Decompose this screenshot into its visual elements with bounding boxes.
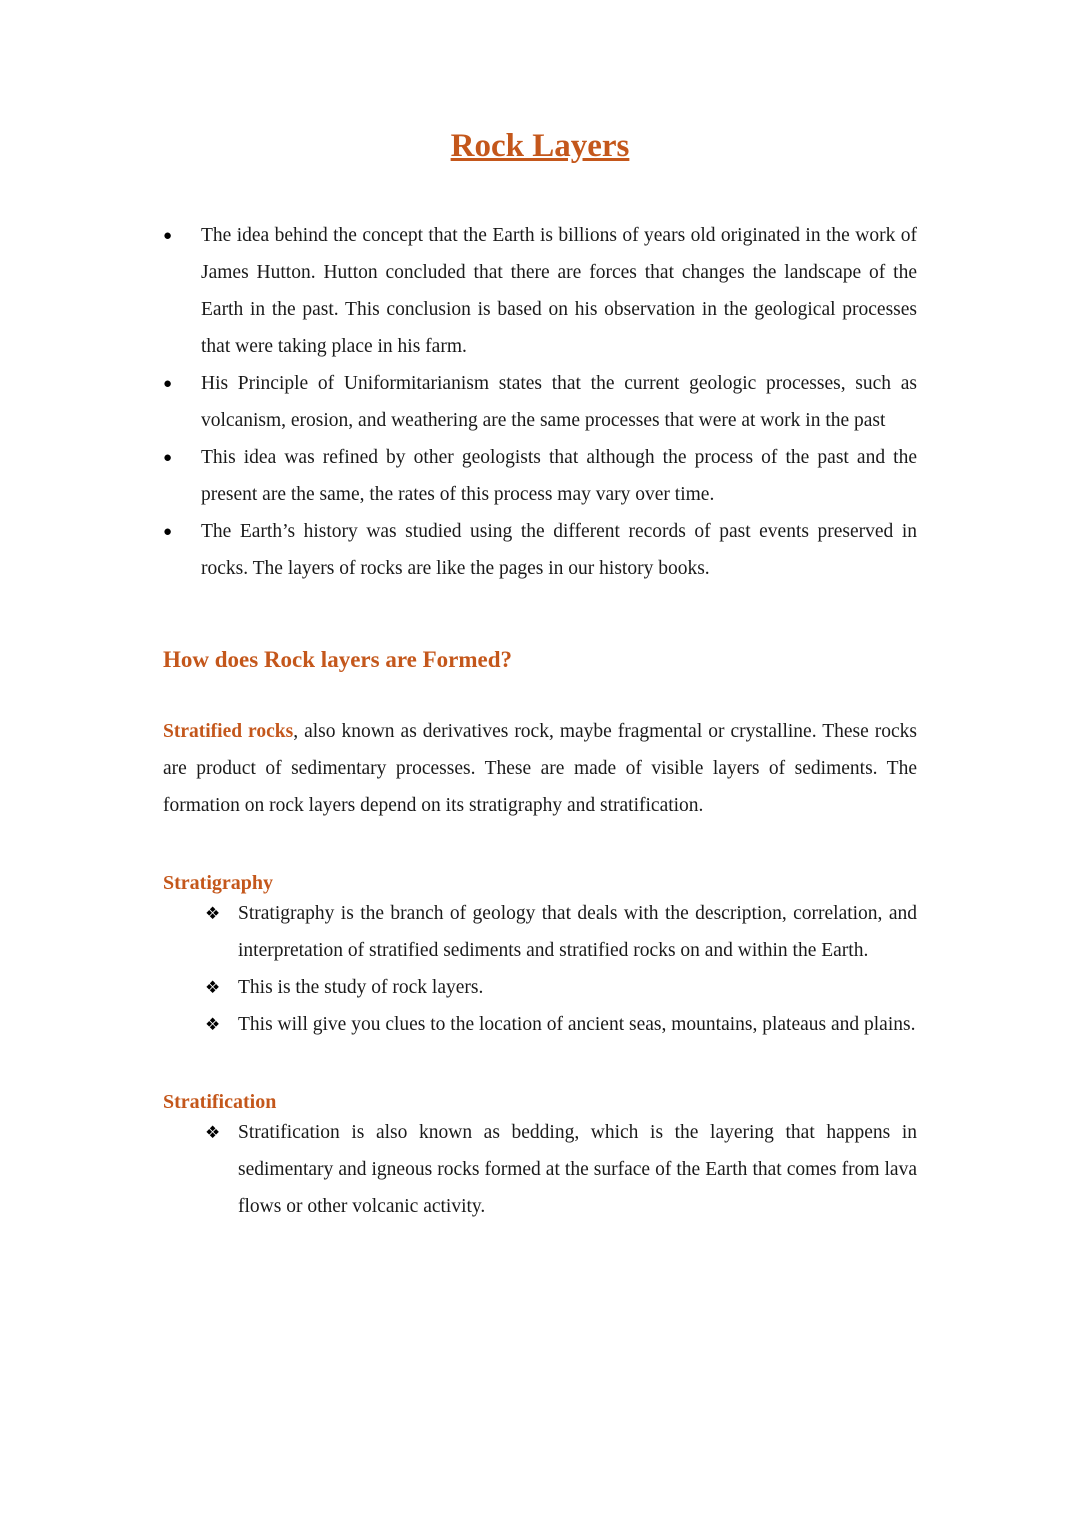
bullet-circle-icon: ● xyxy=(163,228,173,244)
bullet-diamond-icon: ❖ xyxy=(205,978,221,997)
bullet-circle-icon: ● xyxy=(163,376,173,392)
bullet-diamond-icon: ❖ xyxy=(205,1123,221,1142)
list-item xyxy=(163,365,917,439)
intro-bullet-list xyxy=(163,217,917,587)
list-item-text: The Earth’s history was studied using the different records of past events preserved in rocks. The layers of rocks are like the pages in our history books. xyxy=(201,521,917,579)
list-item-text: The idea behind the concept that the Earth is billions of years old originated in the work of James Hutton. Hutton concluded that there are forces that changes the landscape of the Earth in the past. This conclusion is based on his observation in the geological processes that were taking place in his farm. xyxy=(201,225,917,357)
section-heading: How does Rock layers are Formed? xyxy=(163,647,512,672)
paragraph-lead-term: Stratified rocks xyxy=(163,721,294,742)
list-item xyxy=(205,1114,917,1225)
list-item-text: His Principle of Uniformitarianism states that the current geologic processes, such as volcanism, erosion, and weathering are the same processes that were at work in the past xyxy=(201,373,917,431)
list-item-text: Stratigraphy is the branch of geology that deals with the description, correlation, and interpretation of stratified sediments and stratified rocks on and within the Earth. xyxy=(238,903,917,961)
list-item xyxy=(163,439,917,513)
stratigraphy-bullet-list xyxy=(163,895,917,1043)
list-item-text: Stratification is also known as bedding, which is the layering that happens in sedimentary and igneous rocks formed at the surface of the Earth that comes from lava flows or other volcanic activity. xyxy=(238,1122,917,1217)
list-item xyxy=(205,1006,917,1043)
list-item-text: This will give you clues to the location of ancient seas, mountains, plateaus and plains. xyxy=(238,1014,916,1035)
list-item xyxy=(205,969,917,1006)
list-item xyxy=(163,217,917,365)
bullet-diamond-icon: ❖ xyxy=(205,904,221,923)
stratification-bullet-list xyxy=(163,1114,917,1225)
paragraph-text: , also known as derivatives rock, maybe fragmental or crystalline. These rocks are product of sedimentary processes. These are made of visible layers of sediments. The formation on rock layers depend on its stratigraphy and stratification. xyxy=(163,721,917,816)
subheading-stratification: Stratification xyxy=(163,1091,277,1113)
list-item-text: This is the study of rock layers. xyxy=(238,977,484,998)
page-title: Rock Layers xyxy=(450,128,630,164)
list-item-text: This idea was refined by other geologists that although the process of the past and the present are the same, the rates of this process may vary over time. xyxy=(201,447,917,505)
bullet-circle-icon: ● xyxy=(163,450,173,466)
list-item xyxy=(205,895,917,969)
list-item xyxy=(163,513,917,587)
bullet-circle-icon: ● xyxy=(163,524,173,540)
bullet-diamond-icon: ❖ xyxy=(205,1015,221,1034)
stratified-rocks-paragraph xyxy=(163,713,917,824)
subheading-stratigraphy: Stratigraphy xyxy=(163,872,273,894)
